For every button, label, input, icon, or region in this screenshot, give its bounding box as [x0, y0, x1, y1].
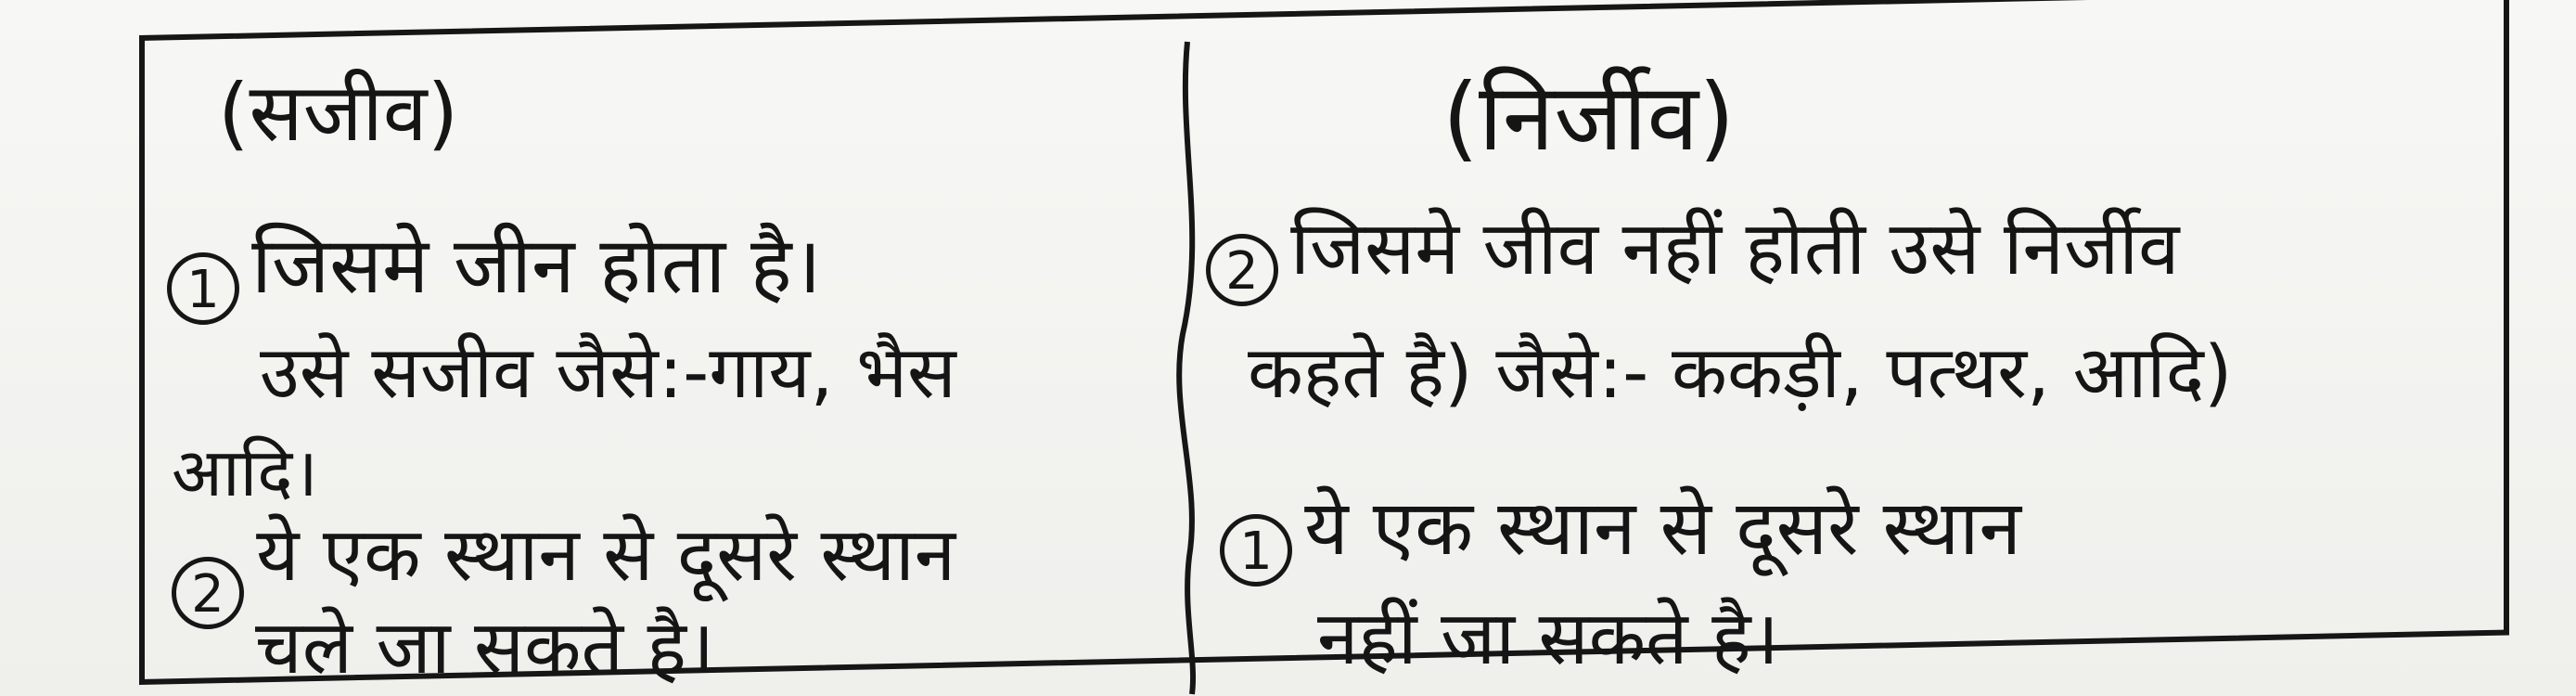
left-item-1-line1: जिसमे जीन होता है। — [251, 220, 822, 311]
right-item-2 — [1220, 473, 2021, 586]
left-heading: (सजीव) — [218, 67, 459, 160]
left-item-1-line2: उसे सजीव जैसे:-गाय, भैस — [260, 331, 956, 415]
right-item-2-number: 1 — [1220, 514, 1292, 586]
left-item-2-line2: चले जा सकते है। — [255, 604, 715, 690]
left-item-2-line1: ये एक स्थान से दूसरे स्थान — [256, 511, 956, 598]
left-item-1-line3: आदि। — [172, 433, 318, 511]
right-item-2-line1: ये एक स्थान से दूसरे स्थान — [1304, 484, 2022, 573]
left-item-1-number: 1 — [167, 252, 239, 325]
right-item-1-number: 2 — [1206, 234, 1278, 306]
right-item-1-line1: जिसमे जीव नहीं होती उसे निर्जीव — [1290, 205, 2180, 291]
right-heading: (निर्जीव) — [1442, 63, 1736, 172]
left-item-2-number: 2 — [172, 557, 244, 629]
right-item-1 — [1206, 195, 2180, 306]
left-item-1 — [167, 209, 821, 325]
right-item-1-line2: कहते है) जैसे:- ककड़ी, पत्थर, आदि) — [1248, 331, 2233, 415]
right-item-2-line2: नहीं जा सकते है। — [1317, 595, 1779, 681]
